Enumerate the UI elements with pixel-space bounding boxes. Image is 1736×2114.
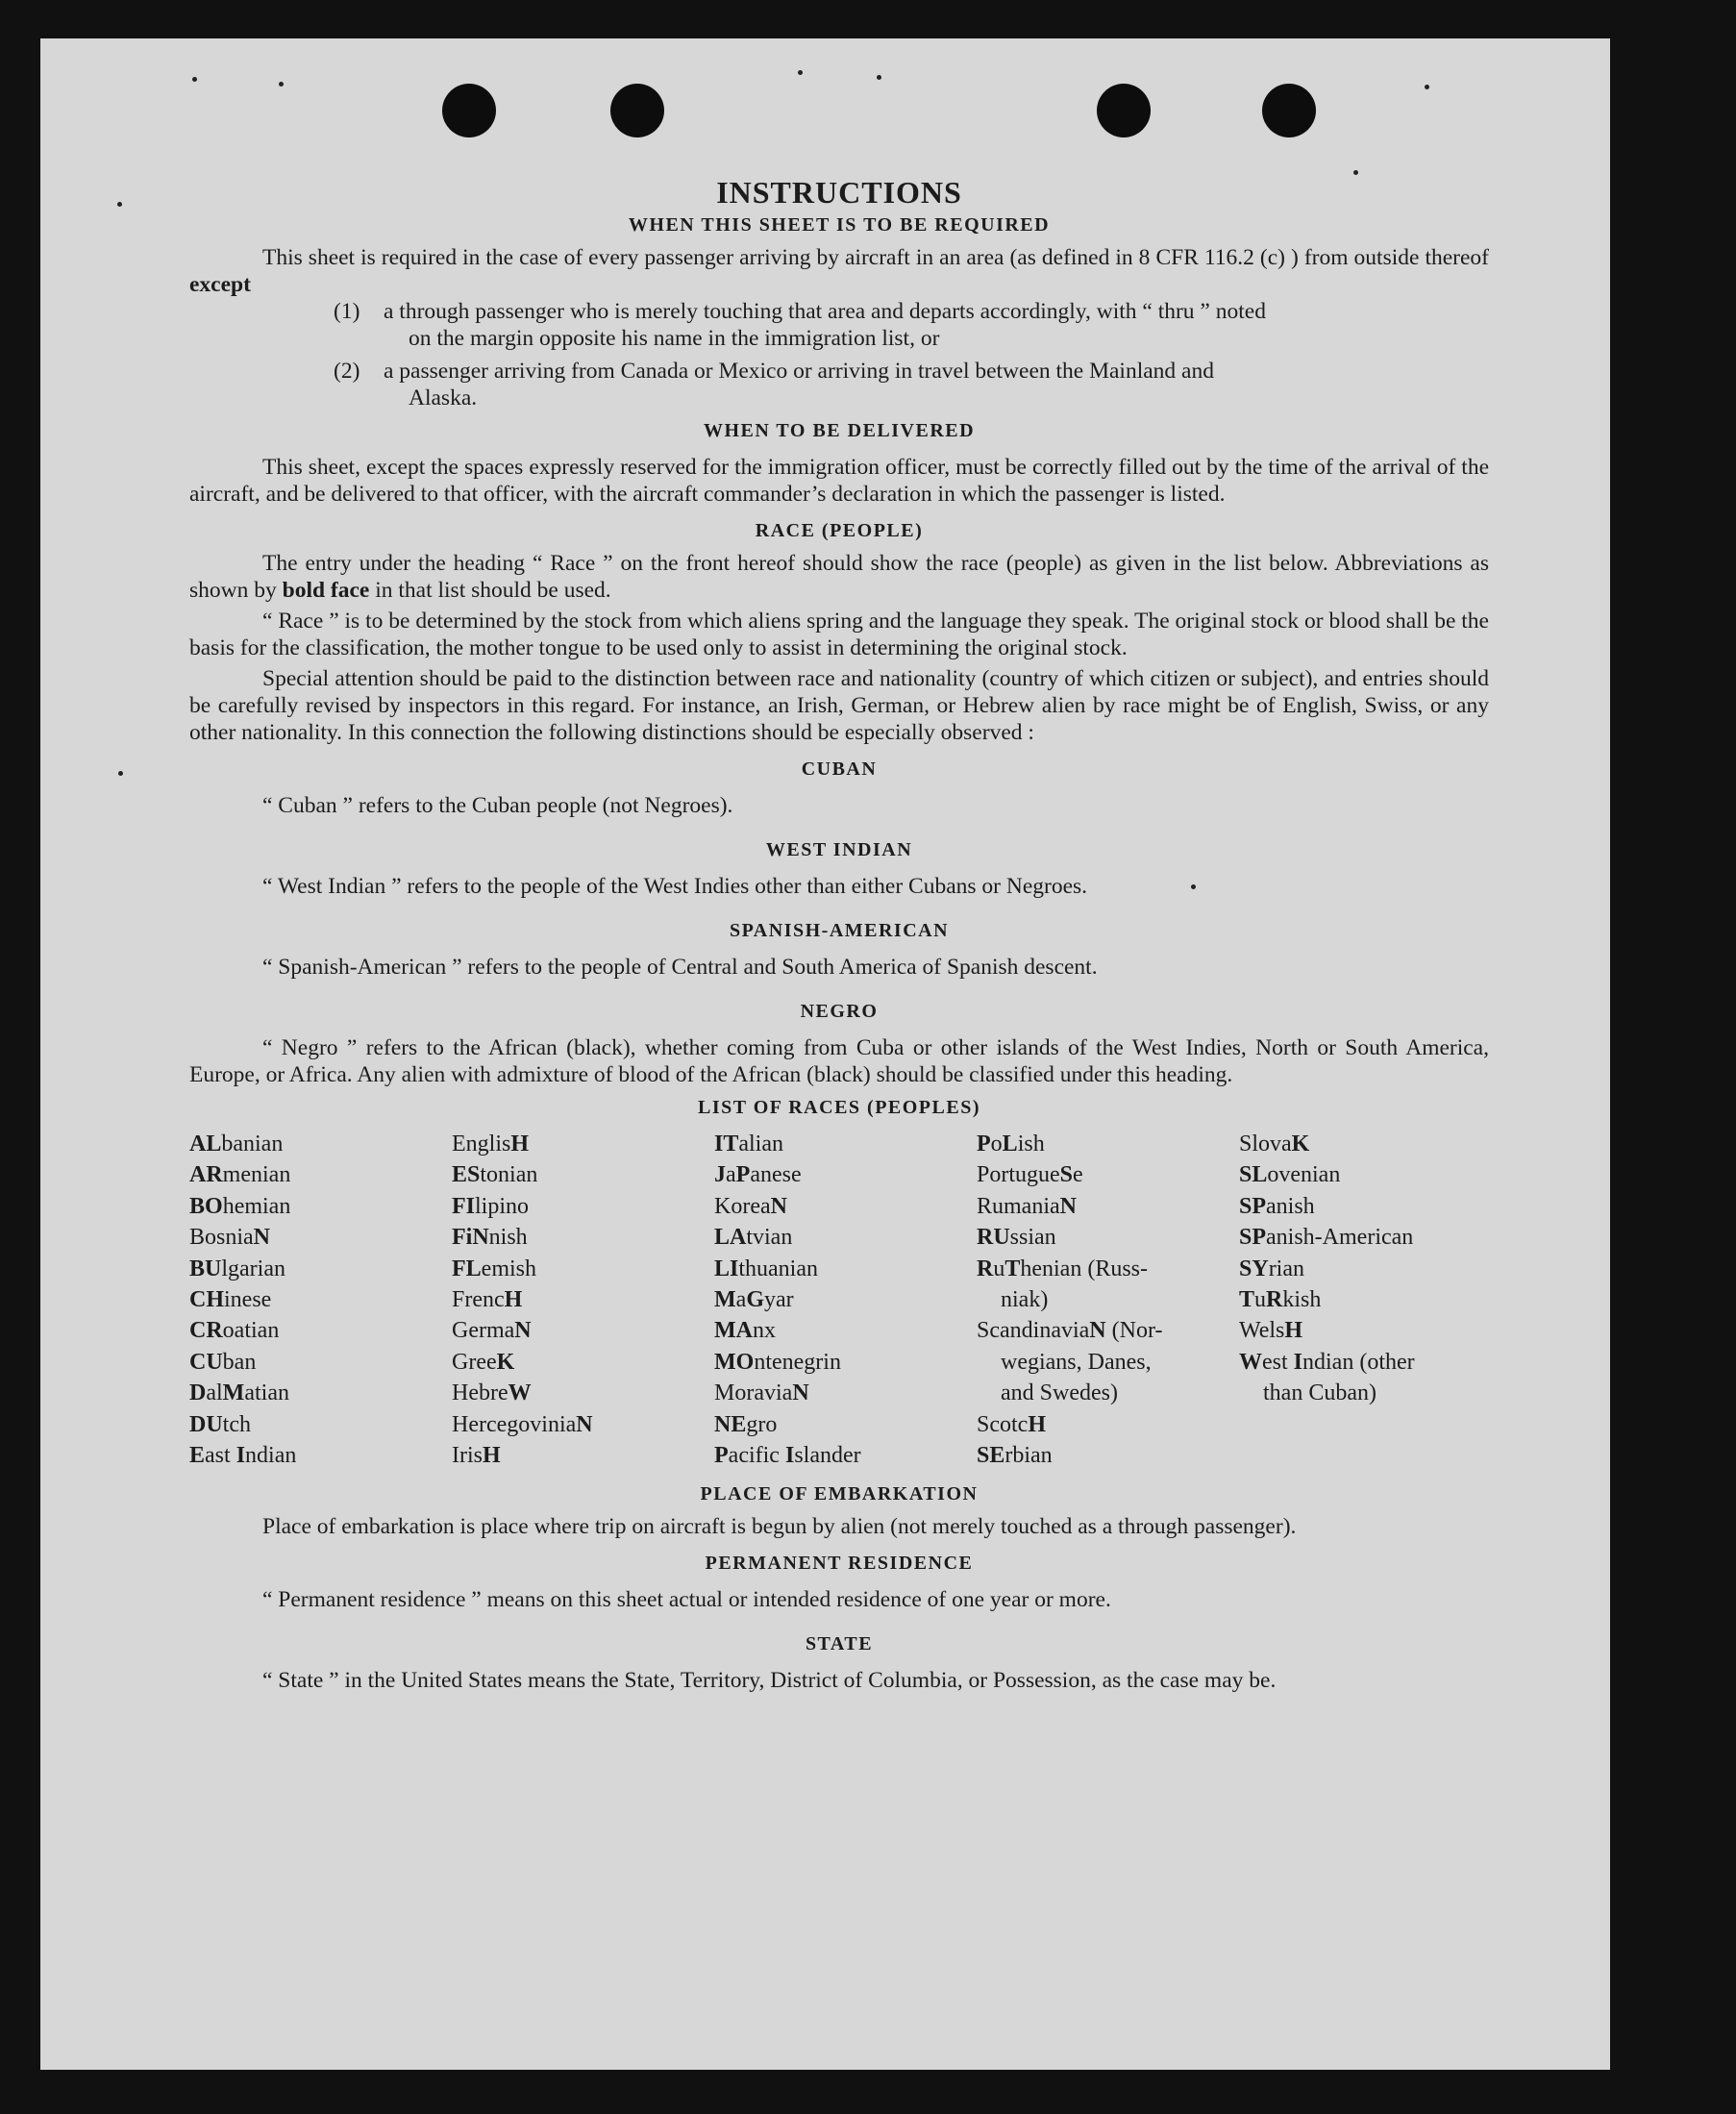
race-entry: RumaniaN [977,1193,1077,1219]
speck [877,75,881,80]
section-heading-when-delivered: WHEN TO BE DELIVERED [703,420,976,441]
race-entry: East Indian [189,1443,297,1469]
permanent-residence-text: “ Permanent residence ” means on this sheet actual or intended residence of one year or more. [262,1587,1111,1613]
race-entry: ScandinaviaN (Nor- [977,1318,1163,1344]
race-entry: ScotcH [977,1411,1046,1437]
race-entry: CRoatian [189,1318,280,1344]
race-entry: JaPanese [714,1162,802,1188]
race-entry: West Indian (other [1239,1349,1415,1375]
race-entry: RuThenian (Russ- [977,1256,1149,1281]
west-indian-text: “ West Indian ” refers to the people of the West Indies other than either Cubans or Negroes. [262,874,1088,899]
race-entry: wegians, Danes, [1001,1349,1152,1375]
races-list [189,1129,1489,1471]
race-entry: BosniaN [189,1225,271,1251]
race-entry: CHinese [189,1287,272,1313]
embarkation-text: Place of embarkation is place where trip on aircraft is begun by alien (not merely touched as a through passenger). [262,1514,1297,1540]
exception-item: (1) a through passenger who is merely touching that area and departs accordingly, with “ thru ” noted on the margin opposite his name in the immigration list, or [334,299,1266,351]
section-heading-west-indian: WEST INDIAN [765,839,913,860]
item-number: (2) [334,359,360,384]
race-entry: MAnx [714,1318,776,1344]
speck [279,82,284,87]
race-entry: NEgro [714,1411,778,1437]
instructions-content [189,173,1489,1694]
race-entry: niak) [1001,1287,1049,1313]
punch-hole [442,84,496,137]
race-entry: WelsH [1239,1318,1303,1344]
race-entry: RUssian [977,1225,1056,1251]
race-entry: than Cuban) [1263,1380,1376,1406]
race-entry: MaGyar [714,1287,794,1313]
when-required-intro: This sheet is required in the case of every passenger arriving by aircraft in an area (as defined in 8 CFR 116.2 (c) ) from outside thereof except [189,245,1489,297]
race-entry: SYrian [1239,1256,1304,1281]
exception-item: (2) a passenger arriving from Canada or Mexico or arriving in travel between the Mainland and Alaska. [334,359,1214,410]
document-sheet [40,38,1610,2070]
race-entry: SlovaK [1239,1132,1310,1156]
race-entry: CUban [189,1349,257,1375]
race-entry: FrencH [452,1287,523,1313]
section-heading-when-required: WHEN THIS SHEET IS TO BE REQUIRED [628,214,1051,236]
speck [798,70,803,75]
race-entry: HercegoviniaN [452,1411,593,1437]
speck [117,202,122,207]
race-paragraph-3: Special attention should be paid to the distinction between race and nationality (country of which citizen or subject), and entries should be carefully revised by inspectors in this regard. For instance, an Irish, German, or Hebrew alien by race might be of English, Swiss, or any other nationality. In this connection the following distinctions should be especially observed : [189,666,1489,745]
races-column [977,1129,1239,1471]
race-entry: DUtch [189,1411,251,1437]
race-entry: TuRkish [1239,1287,1322,1313]
speck [118,771,123,776]
race-paragraph-1: The entry under the heading “ Race ” on the front hereof should show the race (people) as given in the list below. Abbreviations as shown by bold face in that list should be used. [189,551,1489,603]
section-heading-spanish-american: SPANISH-AMERICAN [729,920,950,941]
race-entry: LIthuanian [714,1256,818,1281]
section-heading-race: RACE (PEOPLE) [755,520,924,541]
state-text: “ State ” in the United States means the State, Territory, District of Columbia, or Possession, as the case may be. [262,1668,1277,1694]
section-heading-negro: NEGRO [800,1001,879,1022]
cuban-text: “ Cuban ” refers to the Cuban people (not Negroes). [262,793,733,818]
race-entry: SLovenian [1239,1162,1341,1188]
speck [1425,85,1429,89]
race-entry: ITalian [714,1132,783,1156]
punch-hole [1097,84,1151,137]
race-entry: BOhemian [189,1193,291,1219]
when-delivered-text: This sheet, except the spaces expressly reserved for the immigration officer, must be correctly filled out by the time of the arrival of the aircraft, and be delivered to that officer, with the aircraft commander’s declaration in which the passenger is listed. [189,455,1489,507]
section-heading-cuban: CUBAN [801,759,878,780]
race-entry: MoraviaN [714,1380,809,1406]
race-entry: FLemish [452,1256,536,1281]
race-entry: BUlgarian [189,1256,285,1281]
except-emphasis: except [189,272,251,297]
race-entry: PoLish [977,1132,1045,1156]
race-entry: PortugueSe [977,1162,1083,1188]
race-entry: ARmenian [189,1162,291,1188]
race-entry: Pacific Islander [714,1443,861,1469]
race-entry: EnglisH [452,1132,530,1156]
punch-hole [1262,84,1316,137]
race-entry: IrisH [452,1443,501,1469]
spanish-american-text: “ Spanish-American ” refers to the people of Central and South America of Spanish descent. [262,955,1098,980]
section-heading-embarkation: PLACE OF EMBARKATION [700,1483,979,1505]
race-entry: and Swedes) [1001,1380,1118,1406]
item-number: (1) [334,299,360,324]
speck [192,77,197,82]
race-entry: FIlipino [452,1193,530,1219]
negro-text: “ Negro ” refers to the African (black), whether coming from Cuba or other islands of the West Indies, North or South America, Europe, or Africa. Any alien with admixture of blood of the African (black) should be classified under this heading. [189,1035,1489,1087]
race-entry: GreeK [452,1349,515,1375]
race-entry: LAtvian [714,1225,793,1251]
race-entry: HebreW [452,1380,532,1406]
race-entry: SPanish [1239,1193,1315,1219]
race-entry: MOntenegrin [714,1349,841,1375]
punch-hole [610,84,664,137]
races-column [189,1129,452,1471]
section-heading-list-of-races: LIST OF RACES (PEOPLES) [697,1097,980,1118]
race-entry: GermaN [452,1318,532,1344]
race-entry: FiNnish [452,1225,528,1251]
race-entry: EStonian [452,1162,538,1188]
race-entry: SPanish-American [1239,1225,1414,1251]
page-title: INSTRUCTIONS [716,175,962,210]
race-entry: ALbanian [189,1132,284,1156]
section-heading-permanent-residence: PERMANENT RESIDENCE [705,1553,974,1575]
races-column [1239,1129,1501,1471]
section-heading-state: STATE [805,1633,874,1655]
race-paragraph-2: “ Race ” is to be determined by the stock from which aliens spring and the language they speak. The original stock or blood shall be the basis for the classification, the mother tongue to be used only to assist in determining the original stock. [189,609,1489,660]
races-column [452,1129,714,1471]
race-entry: KoreaN [714,1193,787,1219]
race-entry: SErbian [977,1443,1053,1469]
race-entry: DalMatian [189,1380,289,1406]
races-column [714,1129,977,1471]
